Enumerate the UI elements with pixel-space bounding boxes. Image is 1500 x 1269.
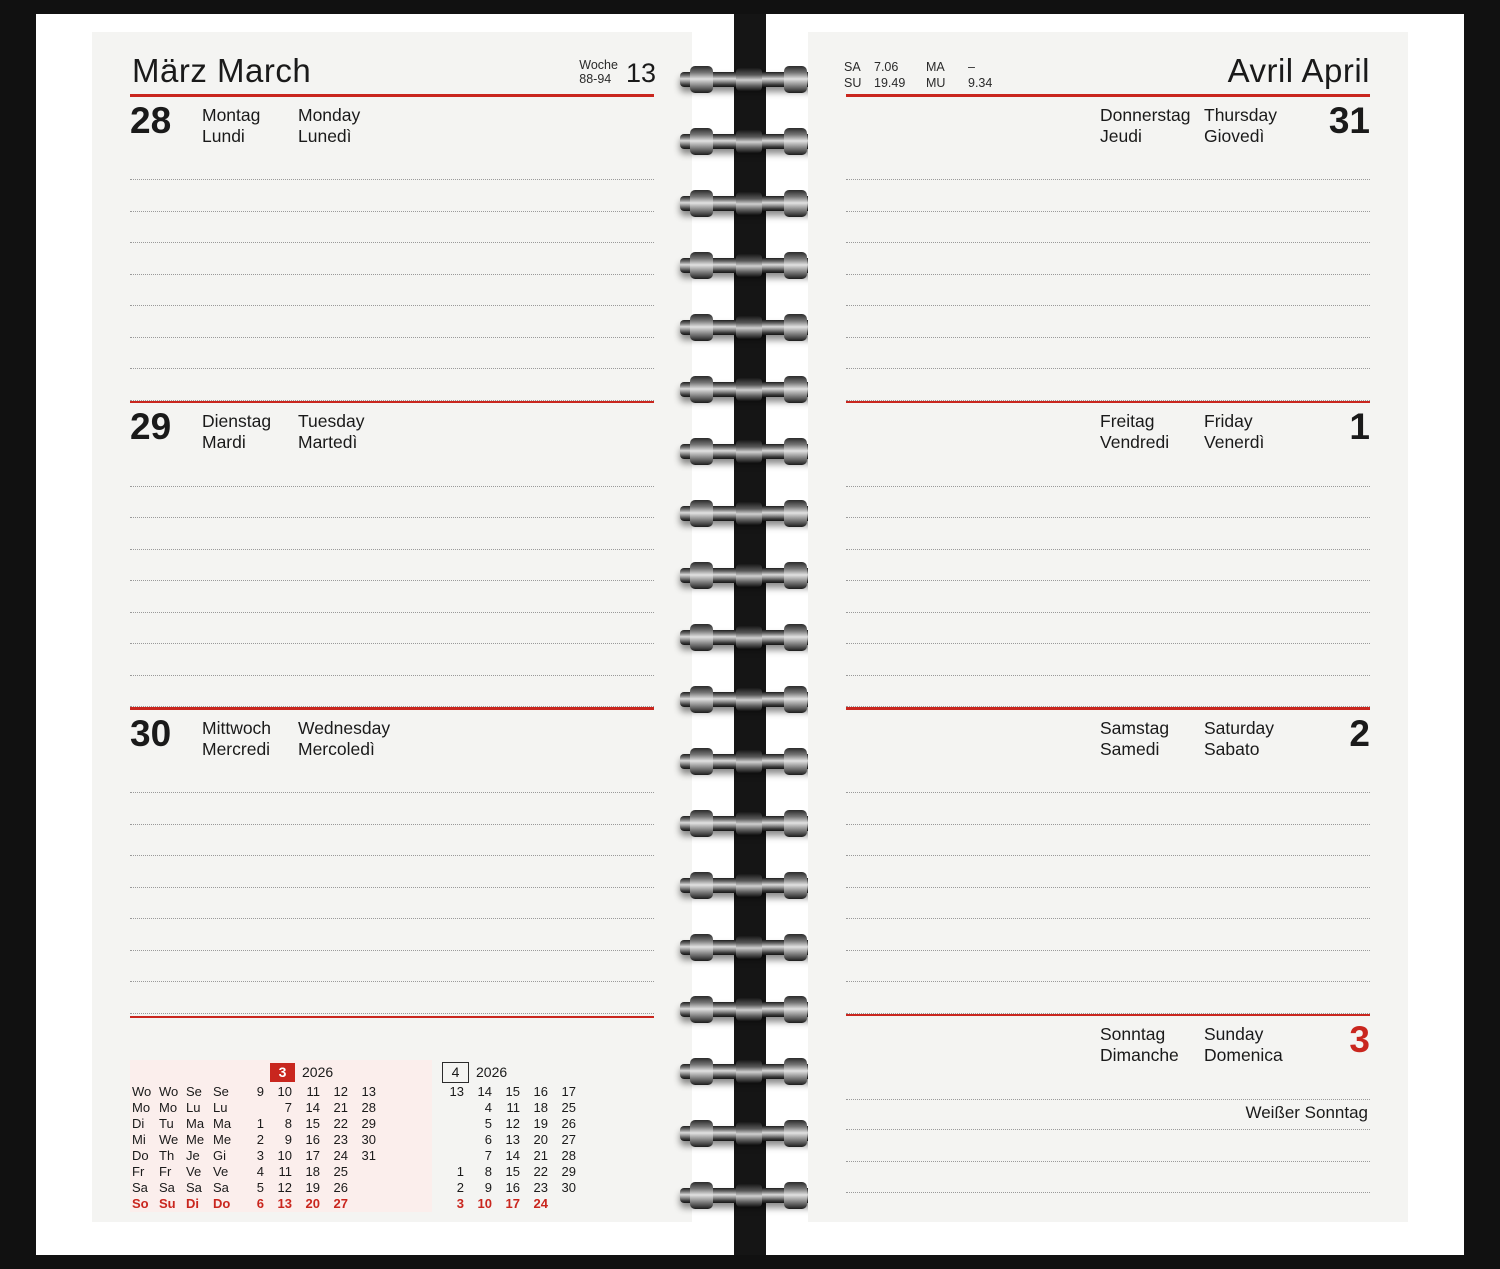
- mini-calendars: [130, 1060, 654, 1212]
- writing-line[interactable]: [130, 919, 654, 951]
- day-name-fr: Vendredi: [1100, 432, 1170, 453]
- spiral-ring: [680, 438, 818, 465]
- writing-lines[interactable]: [130, 762, 654, 1014]
- mini-calendar-table: [438, 1084, 578, 1212]
- writing-line[interactable]: [846, 856, 1370, 888]
- mini-num: 31: [361, 1148, 376, 1164]
- mini-row: [438, 1132, 578, 1148]
- mini-num: 20: [305, 1196, 320, 1212]
- mini-num: 3: [256, 1148, 264, 1164]
- day-name-fr: Dimanche: [1100, 1045, 1179, 1066]
- mini-num: 24: [533, 1196, 548, 1212]
- mini-num: 9: [284, 1132, 292, 1148]
- mini-num: 26: [333, 1180, 348, 1196]
- day-name-it: Venerdì: [1204, 432, 1265, 453]
- spiral-ring: [680, 1182, 818, 1209]
- day-number: 29: [130, 406, 172, 447]
- writing-line[interactable]: [846, 1068, 1370, 1100]
- writing-line[interactable]: [846, 338, 1370, 370]
- writing-line[interactable]: [130, 888, 654, 920]
- mini-num: 13: [277, 1196, 292, 1212]
- mini-num: 21: [333, 1100, 348, 1116]
- mini-num: 16: [533, 1084, 548, 1100]
- mini-num: 22: [333, 1116, 348, 1132]
- mini-num: [350, 1196, 378, 1212]
- writing-line[interactable]: [846, 306, 1370, 338]
- mini-num: 9: [256, 1084, 264, 1100]
- writing-line[interactable]: [130, 369, 654, 401]
- mini-year: 2026: [302, 1064, 334, 1081]
- mini-calendar-table: [130, 1084, 378, 1212]
- mini-num: 6: [256, 1196, 264, 1212]
- mini-lbl: Ve: [186, 1164, 202, 1180]
- mini-num: 17: [305, 1148, 320, 1164]
- mini-num: 13: [361, 1084, 376, 1100]
- mini-num: 7: [484, 1148, 492, 1164]
- day-name-en: Saturday: [1204, 717, 1275, 738]
- mini-num: 15: [305, 1116, 320, 1132]
- day-names: [202, 105, 402, 148]
- day-names: [202, 411, 402, 454]
- day-entry: [808, 707, 1408, 1014]
- day-entry: [92, 94, 692, 401]
- mini-lbl: We: [159, 1132, 179, 1148]
- mini-num: 24: [333, 1148, 348, 1164]
- writing-line[interactable]: [846, 919, 1370, 951]
- mini-num: [438, 1148, 466, 1164]
- sunrise-label: SA: [844, 60, 861, 74]
- day-names: [1100, 1024, 1308, 1067]
- mini-row-weeknums: [130, 1084, 378, 1100]
- mini-month-number: 4: [442, 1062, 469, 1083]
- spiral-ring: [680, 872, 818, 899]
- mini-lbl: Su: [159, 1196, 176, 1212]
- writing-line[interactable]: [846, 275, 1370, 307]
- day-name-de: Mittwoch: [202, 717, 272, 738]
- day-names: [202, 718, 402, 761]
- mini-num: 18: [305, 1164, 320, 1180]
- spiral-ring: [680, 934, 818, 961]
- writing-lines[interactable]: [846, 762, 1370, 1014]
- spiral-ring: [680, 686, 818, 713]
- mini-num: 19: [305, 1180, 320, 1196]
- day-entry: [92, 401, 692, 708]
- mini-calendar-march[interactable]: [130, 1060, 432, 1212]
- mini-lbl: Me: [213, 1132, 232, 1148]
- day-entry: [808, 401, 1408, 708]
- writing-lines[interactable]: [130, 149, 654, 401]
- page-title: Avril April: [1227, 52, 1370, 89]
- day-name-en: Monday: [298, 104, 361, 125]
- day-name-de: Freitag: [1100, 411, 1155, 431]
- writing-lines[interactable]: [846, 455, 1370, 707]
- left-page: [92, 32, 692, 1222]
- mini-num: 10: [477, 1196, 492, 1212]
- day-name-en: Tuesday: [298, 411, 365, 431]
- writing-line[interactable]: [846, 613, 1370, 645]
- writing-line[interactable]: [130, 793, 654, 825]
- writing-line[interactable]: [846, 825, 1370, 857]
- writing-line[interactable]: [130, 825, 654, 857]
- mini-num: 11: [306, 1084, 320, 1100]
- mini-num: 12: [505, 1116, 520, 1132]
- mini-lbl: Th: [159, 1148, 175, 1164]
- mini-lbl: So: [132, 1196, 149, 1212]
- day-name-it: Sabato: [1204, 738, 1260, 759]
- mini-num: 20: [533, 1132, 548, 1148]
- mini-num: 1: [456, 1164, 464, 1180]
- mini-num: [350, 1164, 378, 1180]
- mini-num: [438, 1100, 466, 1116]
- day-name-fr: Mardi: [202, 432, 246, 453]
- mini-row: [438, 1100, 578, 1116]
- spiral-ring: [680, 1120, 818, 1147]
- mini-num: 30: [561, 1180, 576, 1196]
- sunrise-row: [844, 60, 1010, 76]
- mini-num: 15: [505, 1164, 520, 1180]
- mini-num: 8: [484, 1164, 492, 1180]
- week-label-line1: Woche: [579, 58, 618, 72]
- day-name-de: Montag: [202, 104, 261, 125]
- spiral-ring: [680, 128, 818, 155]
- mini-month-number: 3: [270, 1063, 295, 1082]
- writing-line[interactable]: [846, 951, 1370, 983]
- mini-num: 28: [361, 1100, 376, 1116]
- mini-lbl: Sa: [186, 1180, 202, 1196]
- mini-lbl: Je: [186, 1148, 200, 1164]
- day-name-it: Domenica: [1204, 1045, 1283, 1066]
- mini-num: 10: [277, 1084, 292, 1100]
- right-month-header: [808, 32, 1408, 94]
- mini-num: 11: [278, 1164, 292, 1180]
- writing-line[interactable]: [846, 888, 1370, 920]
- day-header: [846, 1016, 1370, 1068]
- moonset-time: 9.34: [968, 75, 993, 90]
- spiral-binding: [672, 14, 828, 1255]
- day-header: [130, 403, 654, 455]
- mini-num: 7: [284, 1100, 292, 1116]
- day-name-de: Samstag: [1100, 717, 1170, 738]
- sun-moon-info: [844, 60, 1010, 91]
- mini-year: 2026: [476, 1064, 508, 1081]
- day-entry: [808, 1014, 1408, 1194]
- mini-lbl: Do: [213, 1196, 231, 1212]
- mini-num: 21: [533, 1148, 548, 1164]
- day-names: [1100, 718, 1308, 761]
- writing-lines[interactable]: [846, 1068, 1370, 1100]
- day-names: [1100, 411, 1308, 454]
- spiral-ring: [680, 748, 818, 775]
- mini-lbl: Mo: [132, 1100, 151, 1116]
- sunset-label: SU: [844, 75, 862, 90]
- mini-cal-divider: [130, 1016, 654, 1019]
- writing-lines[interactable]: [846, 149, 1370, 401]
- day-header: [846, 403, 1370, 455]
- mini-num: 5: [256, 1180, 264, 1196]
- mini-num: [350, 1180, 378, 1196]
- spiral-ring: [680, 190, 818, 217]
- mini-num: 19: [533, 1116, 548, 1132]
- day-name-it: Giovedì: [1204, 125, 1265, 146]
- writing-line[interactable]: [130, 455, 654, 487]
- writing-line[interactable]: [130, 550, 654, 582]
- mini-row-sunday: [130, 1196, 378, 1212]
- day-name-fr: Mercredi: [202, 738, 271, 759]
- mini-num: 3: [456, 1196, 464, 1212]
- writing-line[interactable]: [846, 762, 1370, 794]
- day-header: [130, 710, 654, 762]
- spiral-ring: [680, 996, 818, 1023]
- mini-lbl: Di: [186, 1196, 199, 1212]
- writing-line[interactable]: [846, 455, 1370, 487]
- mini-lbl: Lu: [213, 1100, 228, 1116]
- mini-row: [438, 1148, 578, 1164]
- writing-line[interactable]: [130, 856, 654, 888]
- writing-line[interactable]: [846, 369, 1370, 401]
- writing-line[interactable]: [130, 613, 654, 645]
- mini-num: 15: [505, 1084, 520, 1100]
- moonrise-time: –: [968, 60, 975, 74]
- mini-lbl: Sa: [213, 1180, 229, 1196]
- mini-lbl: Mi: [132, 1132, 146, 1148]
- writing-line[interactable]: [846, 550, 1370, 582]
- day-name-de: Dienstag: [202, 411, 272, 431]
- writing-line[interactable]: [846, 644, 1370, 676]
- mini-num: 11: [506, 1100, 520, 1116]
- writing-line[interactable]: [130, 487, 654, 519]
- writing-line[interactable]: [130, 243, 654, 275]
- mini-calendar-header: [432, 1060, 654, 1084]
- day-header: [130, 97, 654, 149]
- day-name-en: Thursday: [1204, 104, 1277, 125]
- mini-num: 27: [333, 1196, 348, 1212]
- week-indicator: [579, 58, 656, 87]
- mini-row-weeknums: [438, 1084, 578, 1100]
- day-number: 2: [1349, 712, 1370, 754]
- mini-lbl: Ma: [213, 1116, 232, 1132]
- writing-line[interactable]: [846, 1162, 1370, 1194]
- day-name-en: Sunday: [1204, 1024, 1264, 1044]
- mini-lbl: Ve: [213, 1164, 229, 1180]
- day-name-fr: Samedi: [1100, 738, 1160, 759]
- day-name-en: Friday: [1204, 411, 1253, 431]
- mini-num: 14: [505, 1148, 520, 1164]
- writing-line[interactable]: [846, 676, 1370, 708]
- day-entry: [92, 707, 692, 1018]
- moonset-label: MU: [926, 75, 946, 90]
- mini-row: [438, 1116, 578, 1132]
- writing-line[interactable]: [846, 793, 1370, 825]
- mini-num: 12: [277, 1180, 292, 1196]
- mini-calendar-header: [130, 1060, 432, 1084]
- mini-num: 8: [284, 1116, 292, 1132]
- mini-lbl: Me: [186, 1132, 205, 1148]
- spiral-ring: [680, 376, 818, 403]
- sunset-time: 19.49: [874, 75, 906, 90]
- mini-num: 22: [533, 1164, 548, 1180]
- writing-lines[interactable]: [846, 1130, 1370, 1193]
- mini-num: 23: [333, 1132, 348, 1148]
- day-names: [1100, 105, 1308, 148]
- mini-row: [130, 1100, 378, 1116]
- mini-lbl: Fr: [159, 1164, 172, 1180]
- mini-num: 27: [561, 1132, 576, 1148]
- mini-lbl: Se: [213, 1084, 229, 1100]
- sunset-row: [844, 76, 1010, 92]
- spiral-ring: [680, 500, 818, 527]
- mini-num: 4: [256, 1164, 264, 1180]
- spiral-ring: [680, 1058, 818, 1085]
- day-header: [846, 97, 1370, 149]
- week-label: [579, 58, 618, 87]
- day-name-en: Wednesday: [298, 717, 391, 738]
- mini-row: [438, 1164, 578, 1180]
- mini-lbl: Ma: [186, 1116, 205, 1132]
- holiday-note: Weißer Sonntag: [846, 1100, 1370, 1131]
- mini-num: 28: [561, 1148, 576, 1164]
- day-number: 30: [130, 712, 172, 754]
- mini-lbl: Mo: [159, 1100, 178, 1116]
- mini-num: 16: [305, 1132, 320, 1148]
- mini-row: [130, 1132, 378, 1148]
- writing-line[interactable]: [846, 1130, 1370, 1162]
- mini-num: 25: [333, 1164, 348, 1180]
- mini-num: 14: [477, 1084, 492, 1100]
- spiral-ring: [680, 562, 818, 589]
- day-name-de: Donnerstag: [1100, 104, 1191, 125]
- writing-line[interactable]: [130, 518, 654, 550]
- mini-num: 2: [456, 1180, 464, 1196]
- day-number: 31: [1328, 99, 1370, 141]
- writing-line[interactable]: [846, 518, 1370, 550]
- day-name-it: Lunedì: [298, 125, 352, 146]
- mini-num: 13: [449, 1084, 464, 1100]
- mini-lbl: Gi: [213, 1148, 226, 1164]
- mini-row: [130, 1148, 378, 1164]
- mini-lbl: Lu: [186, 1100, 201, 1116]
- moonrise-label: MA: [926, 60, 945, 74]
- mini-num: 16: [505, 1180, 520, 1196]
- writing-line[interactable]: [846, 982, 1370, 1014]
- week-label-line2: 88-94: [579, 72, 612, 87]
- mini-num: 23: [533, 1180, 548, 1196]
- mini-lbl: Sa: [132, 1180, 148, 1196]
- writing-line[interactable]: [846, 243, 1370, 275]
- day-name-it: Mercoledì: [298, 738, 375, 759]
- day-name-fr: Lundi: [202, 125, 245, 146]
- writing-line[interactable]: [846, 180, 1370, 212]
- mini-calendar-april[interactable]: [432, 1060, 654, 1212]
- day-name-it: Martedì: [298, 432, 358, 453]
- mini-lbl: Wo: [159, 1084, 179, 1100]
- writing-line[interactable]: [130, 338, 654, 370]
- writing-line[interactable]: [846, 212, 1370, 244]
- mini-lbl: Tu: [159, 1116, 174, 1132]
- spiral-ring: [680, 252, 818, 279]
- mini-num: [238, 1100, 266, 1116]
- page-title: März March: [132, 52, 312, 89]
- mini-num: 18: [533, 1100, 548, 1116]
- mini-lbl: Se: [186, 1084, 202, 1100]
- mini-num: 14: [305, 1100, 320, 1116]
- mini-num: 2: [256, 1132, 264, 1148]
- mini-num: 5: [484, 1116, 492, 1132]
- mini-lbl: Do: [132, 1148, 149, 1164]
- mini-num: 1: [256, 1116, 264, 1132]
- day-entry: [808, 94, 1408, 401]
- mini-num: 6: [484, 1132, 492, 1148]
- right-page: [808, 32, 1408, 1222]
- mini-lbl: Di: [132, 1116, 145, 1132]
- mini-lbl: Sa: [159, 1180, 175, 1196]
- day-name-fr: Jeudi: [1100, 125, 1142, 146]
- mini-row: [438, 1180, 578, 1196]
- writing-line[interactable]: [846, 581, 1370, 613]
- mini-lbl: Fr: [132, 1164, 145, 1180]
- writing-line[interactable]: [130, 762, 654, 794]
- mini-num: 29: [561, 1164, 576, 1180]
- day-number: 3: [1349, 1019, 1370, 1060]
- day-name-de: Sonntag: [1100, 1024, 1166, 1044]
- writing-line[interactable]: [130, 982, 654, 1014]
- mini-row: [130, 1180, 378, 1196]
- writing-line[interactable]: [130, 180, 654, 212]
- mini-num: 26: [561, 1116, 576, 1132]
- mini-num: 17: [561, 1084, 576, 1100]
- writing-line[interactable]: [130, 581, 654, 613]
- spiral-ring: [680, 314, 818, 341]
- mini-row: [130, 1116, 378, 1132]
- mini-num: [550, 1196, 578, 1212]
- spiral-ring: [680, 66, 818, 93]
- spiral-ring: [680, 810, 818, 837]
- mini-lbl: Wo: [132, 1084, 152, 1100]
- writing-line[interactable]: [130, 149, 654, 181]
- writing-line[interactable]: [846, 149, 1370, 181]
- mini-num: 10: [277, 1148, 292, 1164]
- mini-num: 4: [484, 1100, 492, 1116]
- writing-line[interactable]: [130, 676, 654, 708]
- writing-line[interactable]: [130, 275, 654, 307]
- spiral-ring: [680, 624, 818, 651]
- writing-line[interactable]: [130, 644, 654, 676]
- left-month-header: [92, 32, 692, 94]
- writing-line[interactable]: [846, 487, 1370, 519]
- mini-num: 12: [333, 1084, 348, 1100]
- writing-line[interactable]: [130, 306, 654, 338]
- mini-row: [130, 1164, 378, 1180]
- mini-num: [438, 1116, 466, 1132]
- mini-num: 30: [361, 1132, 376, 1148]
- mini-num: 13: [505, 1132, 520, 1148]
- mini-num: 25: [561, 1100, 576, 1116]
- day-number: 1: [1349, 406, 1370, 447]
- writing-lines[interactable]: [130, 455, 654, 707]
- mini-num: [438, 1132, 466, 1148]
- sunrise-time: 7.06: [874, 60, 899, 74]
- writing-line[interactable]: [130, 212, 654, 244]
- day-number: 28: [130, 99, 172, 141]
- week-number: 13: [625, 58, 656, 89]
- day-header: [846, 710, 1370, 762]
- mini-num: 29: [361, 1116, 376, 1132]
- mini-num: 17: [505, 1196, 520, 1212]
- mini-num: 9: [484, 1180, 492, 1196]
- mini-row-sunday: [438, 1196, 578, 1212]
- writing-line[interactable]: [130, 951, 654, 983]
